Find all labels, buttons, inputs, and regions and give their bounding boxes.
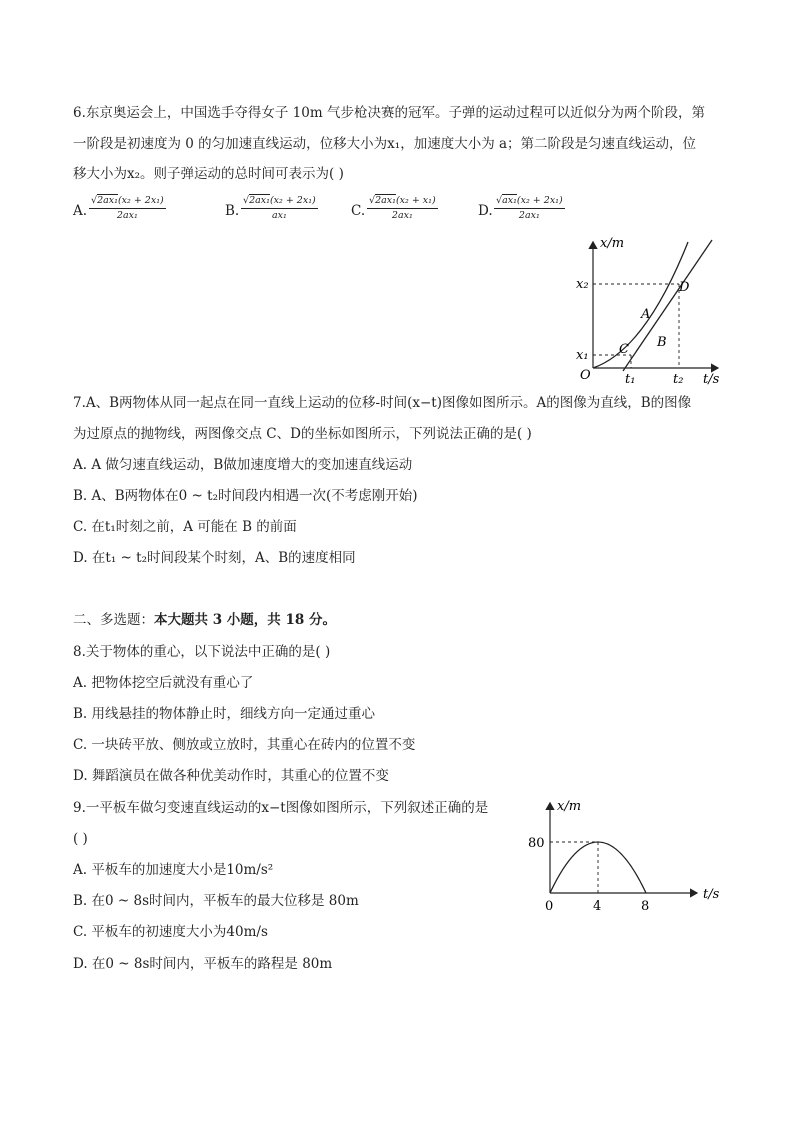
q8-stem: 8.关于物体的重心，以下说法中正确的是( ) — [73, 644, 331, 660]
option-label: A. — [73, 203, 88, 219]
q6-options — [73, 193, 713, 233]
section-heading — [73, 610, 336, 630]
section-detail: 本大题共 3 小题，共 18 分。 — [154, 612, 336, 628]
q7-line-1: 7.A、B两物体从同一起点在同一直线上运动的位移-时间(x−t)图像如图所示。A的图像为直线，B的图像 — [73, 395, 692, 411]
curve-label-b: B — [657, 335, 667, 350]
x-axis-label: t/s — [703, 372, 720, 387]
tick-x2: x₂ — [576, 277, 589, 292]
section-prefix: 二、多选题： — [73, 612, 154, 628]
tick-4: 4 — [593, 899, 602, 914]
tick-t2: t₂ — [673, 372, 684, 387]
q7-option-c[interactable]: C. 在t₁时刻之前，A 可能在 B 的前面 — [73, 519, 297, 535]
q8-option-b[interactable]: B. 用线悬挂的物体静止时，细线方向一定通过重心 — [73, 706, 376, 722]
q9-paren: ( ) — [73, 831, 88, 847]
q7-option-b[interactable]: B. A、B两物体在0 ~ t₂时间段内相遇一次(不考虑刚开始) — [73, 488, 418, 504]
q7-graph — [560, 232, 730, 390]
tick-t1: t₁ — [625, 372, 636, 387]
point-d: D — [679, 280, 690, 295]
fraction: $\frac{\text{√2ax₁(x₂ + x₁)}}{\text{2ax₁}}$ — [369, 195, 436, 221]
curve-label-a: A — [641, 307, 651, 322]
q7-line-2: 为过原点的抛物线，两图像交点 C、D的坐标如图所示，下列说法正确的是( ) — [73, 426, 532, 442]
q9-option-c[interactable]: C. 平板车的初速度大小为40m/s — [73, 924, 268, 940]
line-a — [623, 240, 712, 371]
option-label: B. — [225, 203, 240, 219]
fraction: $\frac{\text{√ax₁(x₂ + 2x₁)}}{\text{2ax₁}}$ — [496, 195, 563, 221]
tick-x1: x₁ — [576, 348, 589, 363]
x-axis-label: t/s — [703, 887, 720, 902]
tick-8: 8 — [641, 899, 650, 914]
tick-0: 0 — [545, 899, 554, 914]
q9-stem: 9.一平板车做匀变速直线运动的x−t图像如图所示，下列叙述正确的是 — [73, 800, 489, 816]
q7-option-d[interactable]: D. 在t₁ ~ t₂时间段某个时刻，A、B的速度相同 — [73, 550, 356, 566]
q6-line-3: 移大小为x₂。则子弹运动的总时间可表示为( ) — [73, 166, 344, 182]
q8-option-d[interactable]: D. 舞蹈演员在做各种优美动作时，其重心的位置不变 — [73, 768, 389, 784]
point-c: C — [619, 342, 629, 357]
curve-b — [593, 242, 688, 368]
q6-line-2: 一阶段是初速度为 0 的匀加速直线运动，位移大小为x₁，加速度大小为 a；第二阶段是匀速直线运动，位 — [73, 136, 697, 152]
q8-option-c[interactable]: C. 一块砖平放、侧放或立放时，其重心在砖内的位置不变 — [73, 737, 416, 753]
q9-option-b[interactable]: B. 在0 ~ 8s时间内，平板车的最大位移是 80m — [73, 893, 359, 909]
q9-option-d[interactable]: D. 在0 ~ 8s时间内，平板车的路程是 80m — [73, 956, 333, 972]
q6-line-1: 6.东京奥运会上，中国选手夺得女子 10m 气步枪决赛的冠军。子弹的运动过程可以近似分为两个阶段，第 — [73, 105, 705, 121]
q9-option-a[interactable]: A. 平板车的加速度大小是10m/s² — [73, 862, 274, 878]
q7-option-a[interactable]: A. A 做匀速直线运动，B做加速度增大的变加速直线运动 — [73, 457, 413, 473]
tick-80: 80 — [528, 836, 545, 851]
fraction: $\frac{\text{√2ax₁(x₂ + 2x₁)}}{\text{2ax₁}}$ — [91, 195, 164, 221]
y-axis-label: x/m — [557, 799, 582, 814]
option-label: C. — [351, 203, 366, 219]
option-label: D. — [478, 203, 493, 219]
fraction: $\frac{\text{√2ax₁(x₂ + 2x₁)}}{\text{ax₁}}$ — [243, 195, 316, 221]
origin-label: O — [580, 368, 591, 383]
y-axis-label: x/m — [600, 236, 625, 251]
q9-graph — [525, 795, 725, 917]
q8-option-a[interactable]: A. 把物体挖空后就没有重心了 — [73, 675, 254, 691]
